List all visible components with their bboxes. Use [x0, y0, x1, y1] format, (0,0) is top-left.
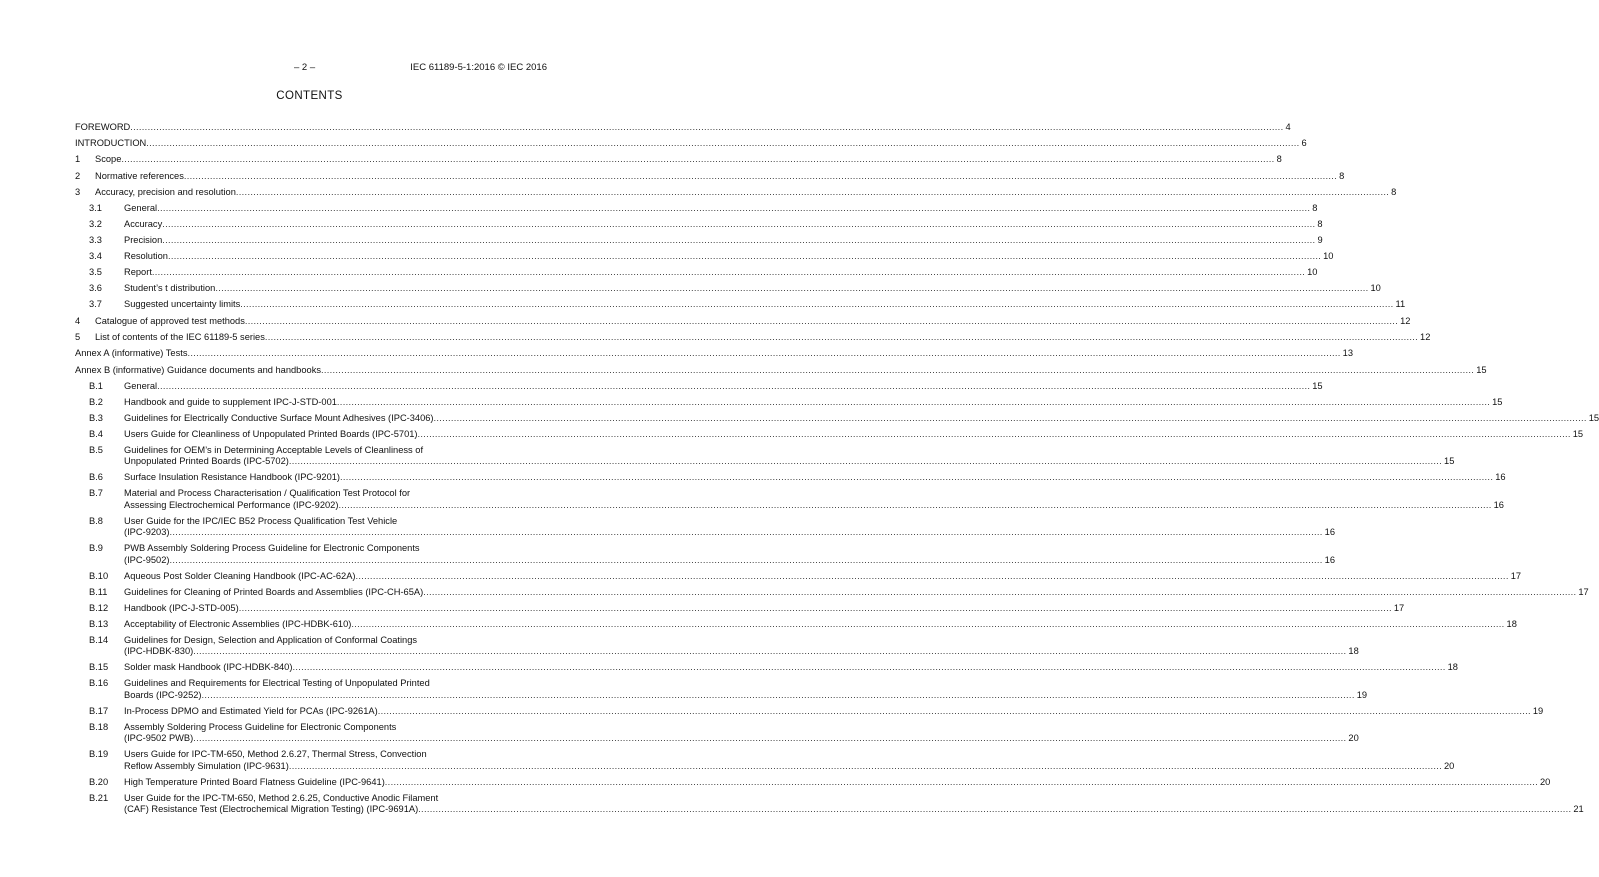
page-header [0, 62, 619, 76]
toc-entry[interactable] [75, 315, 1411, 328]
toc-entry-page: 17 [1510, 570, 1522, 581]
toc-entry[interactable] [75, 444, 1455, 469]
toc-entry-number: 3.3 [89, 235, 102, 246]
toc-entry-title: Suggested uncertainty limits [124, 299, 241, 310]
toc-entry-title: Resolution [124, 251, 168, 262]
toc-entry-title-continued: Assessing Electrochemical Performance (IPC-9202) [124, 499, 339, 510]
toc-entry[interactable] [75, 570, 1522, 583]
toc-entry-page: 4 [1285, 122, 1291, 132]
toc-leader-dots: ................................................................................................................................................................................................................................................................................................................................................................................................................ [187, 348, 1341, 359]
toc-entry[interactable] [75, 515, 1335, 540]
toc-entry-number: B.4 [89, 428, 103, 439]
toc-entry-title: General [124, 203, 158, 214]
toc-entry-title: Guidelines for OEM’s in Determining Acceptable Levels of Cleanliness of [124, 444, 424, 455]
toc-entry-title: Material and Process Characterisation / Qualification Test Protocol for [124, 488, 411, 499]
toc-entry-title: Guidelines for Electrically Conductive Surface Mount Adhesives (IPC-3406) [124, 412, 434, 423]
toc-leader-dots: ................................................................................................................................................................................................................................................................................................................................................................................................................ [146, 138, 1300, 148]
toc-entry-number: 3 [75, 187, 81, 198]
toc-leader-dots: ................................................................................................................................................................................................................................................................................................................................................................................................................ [235, 187, 1390, 198]
toc-entry[interactable] [75, 267, 1318, 279]
toc-leader-dots: ................................................................................................................................................................................................................................................................................................................................................................................................................ [288, 760, 1443, 771]
toc-entry-title: Users Guide for IPC-TM-650, Method 2.6.27, Thermal Stress, Convection [124, 749, 427, 760]
toc-entry-page: 8 [1317, 219, 1323, 230]
toc-entry[interactable] [75, 154, 1282, 166]
toc-entry-number: 1 [75, 154, 81, 165]
toc-entry-page: 10 [1323, 251, 1334, 262]
toc-entry-number: 3.1 [89, 203, 102, 214]
toc-leader-dots: ................................................................................................................................................................................................................................................................................................................................................................................................................ [162, 219, 1316, 230]
toc-entry-page: 16 [1495, 472, 1506, 483]
toc-leader-dots: ................................................................................................................................................................................................................................................................................................................................................................................................................ [169, 554, 1323, 565]
toc-entry-number: 5 [75, 332, 81, 342]
toc-entry-title: FOREWORD [75, 122, 131, 132]
toc-entry-number: B.19 [89, 749, 109, 760]
toc-entry-title: User Guide for the IPC-TM-650, Method 2.6.25, Conductive Anodic Filament [124, 792, 439, 803]
toc-leader-dots: ................................................................................................................................................................................................................................................................................................................................................................................................................ [377, 705, 1531, 716]
toc-entry-number: 3.7 [89, 299, 102, 310]
toc-leader-dots: ................................................................................................................................................................................................................................................................................................................................................................................................................ [201, 689, 1355, 700]
toc-entry-number: B.15 [89, 662, 109, 673]
toc-entry-title-continued: Unpopulated Printed Boards (IPC-5702) [124, 456, 289, 467]
toc-entry[interactable] [75, 138, 1307, 150]
toc-entry-title: Handbook and guide to supplement IPC-J-STD-001 [124, 396, 337, 407]
toc-entry-number: 3.5 [89, 267, 102, 278]
toc-entry-title: Surface Insulation Resistance Handbook (IPC-9201) [124, 472, 341, 483]
toc-entry[interactable] [75, 586, 1589, 599]
toc-entry-number: B.20 [89, 776, 109, 787]
toc-entry-title-continued: (IPC-HDBK-830) [124, 646, 194, 657]
toc-entry-page: 15 [1312, 380, 1323, 391]
toc-entry[interactable] [75, 749, 1455, 773]
toc-entry-page: 18 [1506, 618, 1517, 629]
toc-leader-dots: ................................................................................................................................................................................................................................................................................................................................................................................................................ [162, 235, 1316, 246]
toc-entry[interactable] [75, 219, 1323, 231]
toc-entry-page: 15 [1572, 428, 1584, 439]
toc-entry-title: PWB Assembly Soldering Process Guideline for Electronic Components [124, 543, 420, 554]
toc-entry-page: 15 [1492, 396, 1503, 407]
toc-entry-number: B.18 [89, 721, 109, 732]
toc-leader-dots: ................................................................................................................................................................................................................................................................................................................................................................................................................ [351, 618, 1505, 629]
toc-entry-title: Annex A (informative) Tests [75, 348, 188, 359]
toc-entry[interactable] [75, 428, 1584, 441]
toc-entry-title: User Guide for the IPC/IEC B52 Process Qualification Test Vehicle [124, 515, 398, 526]
toc-entry-title: Handbook (IPC-J-STD-005) [124, 602, 239, 613]
toc-leader-dots: ................................................................................................................................................................................................................................................................................................................................................................................................................ [264, 332, 1419, 342]
toc-leader-dots: ................................................................................................................................................................................................................................................................................................................................................................................................................ [169, 527, 1323, 538]
toc-entry-number: B.9 [89, 543, 103, 554]
toc-leader-dots: ................................................................................................................................................................................................................................................................................................................................................................................................................ [130, 122, 1284, 132]
toc-entry-number: 4 [75, 315, 81, 326]
toc-entry-title: Precision [124, 235, 163, 246]
toc-entry-number: B.1 [89, 380, 103, 391]
toc-entry[interactable] [75, 678, 1368, 702]
toc-leader-dots: ................................................................................................................................................................................................................................................................................................................................................................................................................ [183, 170, 1338, 181]
toc-entry-title: In-Process DPMO and Estimated Yield for PCAs (IPC-9261A) [124, 705, 378, 716]
toc-leader-dots: ................................................................................................................................................................................................................................................................................................................................................................................................................ [355, 570, 1509, 581]
toc-entry[interactable] [75, 348, 1354, 360]
toc-entry[interactable] [75, 634, 1359, 659]
toc-entry-title: Report [124, 267, 152, 278]
page-number: – 2 – [294, 62, 316, 73]
toc-entry-page: 10 [1370, 283, 1381, 294]
contents-title: CONTENTS [276, 90, 343, 102]
toc-entry[interactable] [75, 602, 1405, 615]
toc-entry-title-continued: (CAF) Resistance Test (Electrochemical Migration Testing) (IPC-9691A) [124, 804, 419, 815]
toc-entry-number: B.3 [89, 412, 103, 423]
toc-entry[interactable] [75, 187, 1397, 199]
standard-reference: IEC 61189-5-1:2016 © IEC 2016 [410, 62, 547, 73]
toc-leader-dots: ................................................................................................................................................................................................................................................................................................................................................................................................................ [338, 499, 1492, 510]
toc-entry-page: 11 [1395, 299, 1406, 310]
toc-entry-title: High Temperature Printed Board Flatness Guideline (IPC-9641) [124, 776, 385, 787]
toc-entry[interactable] [75, 662, 1458, 674]
toc-entry-title: Scope [95, 154, 122, 165]
toc-entry[interactable] [75, 299, 1406, 311]
toc-entry-page: 16 [1324, 527, 1335, 538]
toc-entry[interactable] [75, 332, 1431, 344]
toc-leader-dots: ................................................................................................................................................................................................................................................................................................................................................................................................................ [121, 154, 1275, 165]
toc-entry-number: B.5 [89, 444, 103, 455]
toc-leader-dots: ................................................................................................................................................................................................................................................................................................................................................................................................................ [193, 646, 1347, 657]
toc-leader-dots: ................................................................................................................................................................................................................................................................................................................................................................................................................ [418, 804, 1572, 815]
toc-entry[interactable] [75, 543, 1335, 567]
toc-entry-title-continued: (IPC-9203) [124, 527, 170, 538]
toc-entry-page: 8 [1339, 170, 1345, 181]
toc-leader-dots: ................................................................................................................................................................................................................................................................................................................................................................................................................ [193, 733, 1347, 744]
toc-leader-dots: ................................................................................................................................................................................................................................................................................................................................................................................................................ [215, 283, 1369, 294]
toc-entry-title: Guidelines for Design, Selection and Application of Conformal Coatings [124, 634, 418, 645]
toc-leader-dots: ................................................................................................................................................................................................................................................................................................................................................................................................................ [423, 586, 1577, 597]
toc-entry-page: 18 [1348, 646, 1359, 657]
toc-entry-number: B.14 [89, 634, 109, 645]
toc-entry-number: B.2 [89, 396, 103, 407]
toc-entry-number: B.13 [89, 618, 109, 629]
toc-entry-title: Normative references [95, 170, 184, 181]
toc-leader-dots: ................................................................................................................................................................................................................................................................................................................................................................................................................ [157, 380, 1311, 391]
toc-entry-title-continued: (IPC-9502) [124, 554, 170, 565]
toc-entry-page: 6 [1301, 138, 1307, 148]
toc-entry-title: List of contents of the IEC 61189-5 series [95, 332, 265, 342]
toc-entry-page: 9 [1317, 235, 1323, 246]
toc-leader-dots: ................................................................................................................................................................................................................................................................................................................................................................................................................ [433, 412, 1587, 423]
toc-entry-title: General [124, 380, 158, 391]
toc-entry-page: 8 [1276, 154, 1282, 165]
toc-entry[interactable] [75, 472, 1506, 484]
toc-entry[interactable] [75, 380, 1323, 393]
toc-entry-page: 20 [1348, 733, 1359, 744]
toc-entry-page: 15 [1444, 456, 1455, 467]
toc-entry-number: B.8 [89, 515, 103, 526]
toc-entry-page: 17 [1578, 586, 1589, 597]
toc-entry[interactable] [75, 283, 1381, 295]
toc-entry-page: 18 [1447, 662, 1458, 673]
toc-leader-dots: ................................................................................................................................................................................................................................................................................................................................................................................................................ [292, 662, 1446, 673]
toc-entry-title: Solder mask Handbook (IPC-HDBK-840) [124, 662, 293, 673]
toc-entry-title: Catalogue of approved test methods [95, 315, 245, 326]
toc-entry-number: 3.2 [89, 219, 102, 230]
toc-entry-title: Users Guide for Cleanliness of Unpopulated Printed Boards (IPC-5701) [124, 428, 418, 439]
toc-entry-number: 3.4 [89, 251, 102, 262]
toc-entry-page: 16 [1324, 554, 1335, 565]
toc-entry[interactable] [75, 412, 1599, 425]
toc-entry[interactable] [75, 618, 1517, 631]
toc-entry-title: Assembly Soldering Process Guideline for Electronic Components [124, 721, 397, 732]
toc-entry-title: Accuracy [124, 219, 163, 230]
toc-entry-page: 8 [1312, 203, 1318, 214]
toc-entry-title-continued: (IPC-9502 PWB) [124, 733, 194, 744]
toc-entry[interactable] [75, 792, 1584, 817]
toc-leader-dots: ................................................................................................................................................................................................................................................................................................................................................................................................................ [288, 456, 1443, 467]
toc-entry[interactable] [75, 396, 1503, 409]
toc-leader-dots: ................................................................................................................................................................................................................................................................................................................................................................................................................ [417, 428, 1571, 439]
toc-entry[interactable] [75, 170, 1345, 183]
toc-entry-title: Accuracy, precision and resolution [95, 187, 236, 198]
toc-entry-title: Annex B (informative) Guidance documents and handbooks [75, 364, 321, 375]
toc-entry[interactable] [75, 705, 1544, 718]
toc-entry-title: INTRODUCTION [75, 138, 147, 148]
toc-entry-page: 20 [1444, 760, 1455, 771]
toc-entry-number: B.17 [89, 705, 109, 716]
toc-entry-number: B.7 [89, 488, 103, 499]
toc-entry-page: 13 [1342, 348, 1354, 359]
toc-entry-title-continued: Reflow Assembly Simulation (IPC-9631) [124, 760, 289, 771]
toc-leader-dots: ................................................................................................................................................................................................................................................................................................................................................................................................................ [157, 203, 1311, 214]
toc-entry-page: 10 [1307, 267, 1318, 278]
toc-leader-dots: ................................................................................................................................................................................................................................................................................................................................................................................................................ [151, 267, 1306, 278]
toc-entry-page: 15 [1476, 364, 1487, 375]
toc-entry[interactable] [75, 122, 1291, 134]
toc-leader-dots: ................................................................................................................................................................................................................................................................................................................................................................................................................ [336, 396, 1491, 407]
toc-leader-dots: ................................................................................................................................................................................................................................................................................................................................................................................................................ [340, 472, 1494, 483]
toc-entry-page: 12 [1420, 332, 1431, 342]
toc-entry-page: 17 [1393, 602, 1405, 613]
toc-entry-page: 19 [1356, 689, 1368, 700]
toc-entry-page: 19 [1532, 705, 1544, 716]
toc-entry-title: Guidelines and Requirements for Electrical Testing of Unpopulated Printed [124, 678, 430, 689]
toc-leader-dots: ................................................................................................................................................................................................................................................................................................................................................................................................................ [240, 299, 1394, 310]
toc-entry-page: 16 [1493, 499, 1504, 510]
toc-leader-dots: ................................................................................................................................................................................................................................................................................................................................................................................................................ [238, 602, 1392, 613]
toc-entry-title: Aqueous Post Solder Cleaning Handbook (IPC-AC-62A) [124, 570, 356, 581]
toc-entry[interactable] [75, 364, 1487, 377]
toc-entry-title: Acceptability of Electronic Assemblies (IPC-HDBK-610) [124, 618, 352, 629]
toc-entry-title: Guidelines for Cleaning of Printed Boards and Assemblies (IPC-CH-65A) [124, 586, 424, 597]
toc-entry-number: B.6 [89, 472, 103, 483]
toc-entry-number: 2 [75, 170, 81, 181]
toc-leader-dots: ................................................................................................................................................................................................................................................................................................................................................................................................................ [167, 251, 1322, 262]
toc-entry-number: 3.6 [89, 283, 102, 294]
toc-leader-dots: ................................................................................................................................................................................................................................................................................................................................................................................................................ [384, 776, 1538, 787]
toc-entry-number: B.12 [89, 602, 109, 613]
toc-entry-page: 8 [1391, 187, 1397, 198]
toc-entry[interactable] [75, 235, 1323, 247]
toc-entry-number: B.11 [89, 586, 108, 597]
toc-entry-page: 20 [1539, 776, 1551, 787]
toc-entry-title: Student’s t distribution [124, 283, 216, 294]
toc-entry-number: B.10 [89, 570, 109, 581]
toc-entry[interactable] [75, 203, 1318, 215]
toc-entry[interactable] [75, 776, 1551, 789]
toc-entry[interactable] [75, 251, 1334, 263]
toc-entry-title-continued: Boards (IPC-9252) [124, 689, 202, 700]
toc-entry-page: 21 [1573, 804, 1584, 815]
toc-entry-page: 15 [1588, 412, 1599, 423]
toc-entry[interactable] [75, 488, 1504, 512]
toc-entry-number: B.21 [89, 792, 109, 803]
toc-entry-number: B.16 [89, 678, 109, 689]
toc-entry-page: 12 [1400, 315, 1411, 326]
toc-leader-dots: ................................................................................................................................................................................................................................................................................................................................................................................................................ [244, 315, 1399, 326]
toc-leader-dots: ................................................................................................................................................................................................................................................................................................................................................................................................................ [321, 364, 1475, 375]
toc-entry[interactable] [75, 721, 1359, 746]
